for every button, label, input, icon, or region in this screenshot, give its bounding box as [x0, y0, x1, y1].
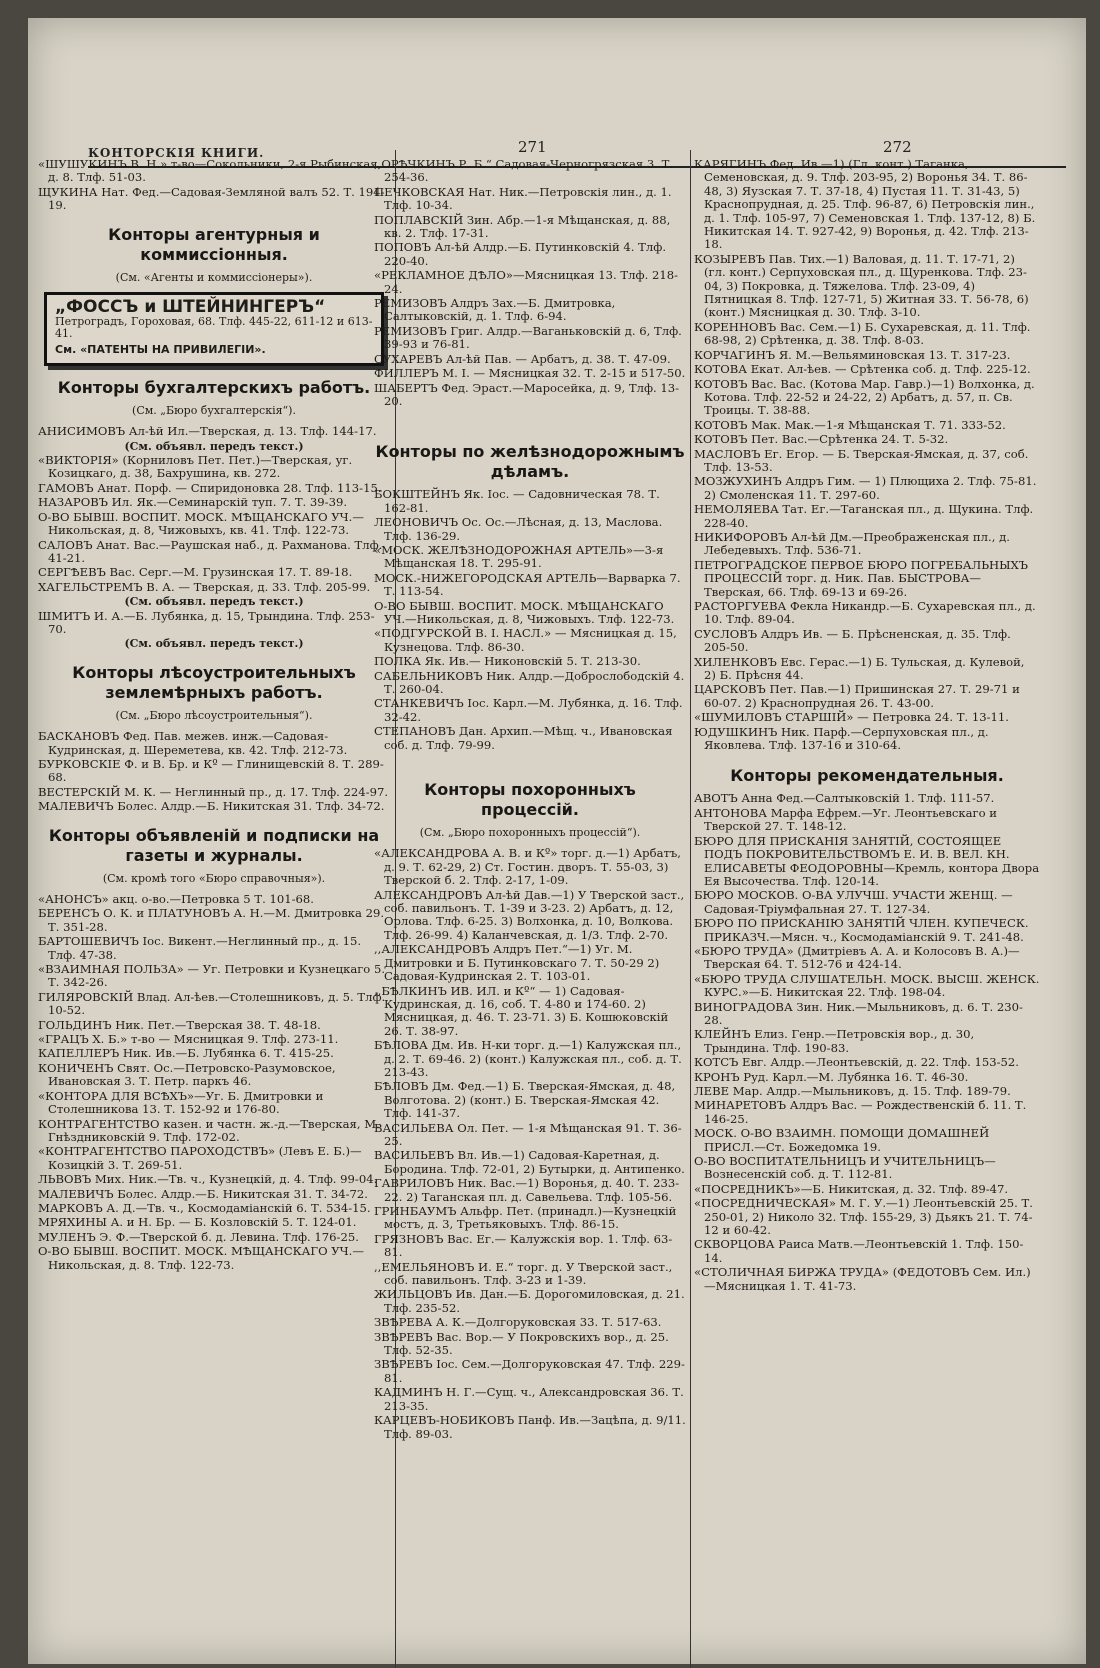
- directory-entry: АВОТЪ Анна Фед.—Салтыковскій 1. Тлф. 111-57.: [694, 791, 995, 806]
- directory-entry: «СТОЛИЧНАЯ БИРЖА ТРУДА» (ФЕДОТОВЪ Сем. Ил.)—Мясницкая 1. Т. 41-73.: [694, 1265, 1031, 1293]
- directory-entry: ,,ЕМЕЛЬЯНОВЪ И. Е.“ торг. д. У Тверской заст., соб. павильонъ. Тлф. 3-23 и 1-39.: [374, 1259, 673, 1288]
- directory-entry: ЩУКИНА Нат. Фед.—Садовая-Земляной валъ 52. Т. 194-19.: [38, 184, 385, 213]
- section-reference: (См. «Агенты и коммиссіонеры»).: [115, 270, 313, 284]
- directory-entry: МОЗЖУХИНЪ Алдръ Гим. — 1) Плющиха 2. Тлф. 75-81. 2) Смоленская 11. Т. 297-60.: [694, 474, 1037, 502]
- column-3: [694, 158, 1040, 1668]
- section-heading: Конторы объявленій и подписки на газеты и журналы.: [48, 825, 380, 865]
- directory-entry: ГРИНБАУМЪ Альфр. Пет. (принадл.)—Кузнецкій мостъ, д. 3, Третьяковыхъ. Тлф. 86-15.: [374, 1204, 677, 1232]
- directory-entry: АНИСИМОВЪ Ал-ѣй Ил.—Тверская, д. 13. Тлф. 144-17.: [38, 424, 377, 439]
- directory-entry: ,,АЛЕКСАНДРОВЪ Алдръ Пет.“—1) Уг. М. Дмитровки и Б. Путинковскаго 7. Т. 50-29 2) Садовая-Кудринская 2. Т. 103-01.: [374, 942, 660, 984]
- directory-entry: САЛОВЪ Анат. Вас.—Раушская наб., д. Рахманова. Тлф. 41-21.: [38, 537, 383, 565]
- page-number-left: 271: [518, 138, 547, 156]
- directory-entry: КОЗЫРЕВЪ Пав. Тих.—1) Валовая, д. 11. Т. 17-71, 2) (гл. конт.) Серпуховская пл., д. Щуренкова. Тлф. 23-04, 3) Покровка, д. Тяжелова. Тлф. 23-09, 4) Пятницкая 8. Тлф. 127-71, 5) Житная 33. Т. 56-78, 6) (конт.) Мясницкая д. 30. Тлф. 3-10.: [694, 251, 1029, 320]
- directory-entry: БОКШТЕЙНЪ Як. Іос. — Садовническая 78. Т. 162-81.: [374, 487, 660, 515]
- running-title: КОНТОРСКІЯ КНИГИ.: [88, 146, 265, 160]
- directory-entry: ПОПЛАВСКІЙ Зин. Абр.—1-я Мѣщанская, д. 88, кв. 2. Тлф. 17-31.: [374, 212, 671, 241]
- directory-entry: СТЕПАНОВЪ Дан. Архип.—Мѣщ. ч., Ивановская соб. д. Тлф. 79-99.: [374, 724, 673, 752]
- directory-entry: КАДМИНЪ Н. Г.—Сущ. ч., Александровская 36. Т. 213-35.: [374, 1385, 684, 1413]
- directory-entry: МАЛЕВИЧЪ Болес. Алдр.—Б. Никитская 31. Т. 34-72.: [38, 1186, 368, 1201]
- directory-entry: РЕМИЗОВЪ Алдръ Зах.—Б. Дмитровка, Салтыковскій, д. 1. Тлф. 6-94.: [374, 296, 616, 324]
- directory-entry: «ГРАЦЪ Х. Б.» т-во — Мясницкая 9. Тлф. 273-11.: [38, 1032, 339, 1047]
- directory-entry: (См. объявл. передъ текст.): [124, 439, 304, 453]
- directory-entry: МАРКОВЪ А. Д.—Тв. ч., Космодамiанскiй 6. Т. 534-15.: [38, 1200, 371, 1215]
- column-1: [38, 158, 390, 1668]
- directory-entry: РЕМИЗОВЪ Григ. Алдр.—Ваганьковскій д. 6, Тлф. 39-93 и 76-81.: [374, 323, 682, 352]
- directory-entry: КОНИЧЕНЪ Свят. Ос.—Петровско-Разумовское, Ивановская 3. Т. Петр. паркъ 46.: [38, 1060, 336, 1089]
- directory-entry: «АЛЕКСАНДРОВА А. В. и Кº» торг. д.—1) Арбатъ, д. 9. Т. 62-29, 2) Ст. Гостин. дворъ. Т. 55-03, 3) Тверской б. 2. Тлф. 2-17, 1-09.: [374, 846, 681, 888]
- directory-entry: СКВОРЦОВА Раиса Матв.—Леонтьевскій 1. Тлф. 150-14.: [694, 1237, 1024, 1265]
- entry-list: [38, 730, 390, 813]
- directory-entry: «ПОДГУРСКОЙ В. І. НАСЛ.» — Мясницкая д. 15, Кузнецова. Тлф. 86-30.: [374, 626, 677, 654]
- directory-entry: ШАБЕРТЪ Фед. Эраст.—Маросейка, д. 9, Тлф. 13-20.: [374, 380, 680, 408]
- section-reference: (См. „Бюро лѣсоустроительныя“).: [115, 708, 313, 722]
- directory-entry: «ШУШУКИНЪ В. Н.» т-во—Сокольники, 2-я Рыбинская, д. 8. Тлф. 51-03.: [38, 158, 382, 185]
- section-heading: Конторы по желѣзнодорожнымъ дѣламъ.: [375, 442, 685, 482]
- directory-entry: КОТСЪ Евг. Алдр.—Леонтьевскій, д. 22. Тлф. 153-52.: [694, 1055, 1019, 1070]
- directory-entry: О-ВО ВОСПИТАТЕЛЬНИЦЪ И УЧИТЕЛЬНИЦЪ—Вознесенскій соб. д. Т. 112-81.: [694, 1154, 996, 1182]
- directory-entry: МОСК. О-ВО ВЗАИМН. ПОМОЩИ ДОМАШНЕЙ ПРИСЛ.—Ст. Божедомка 19.: [694, 1126, 990, 1154]
- directory-entry: ЮДУШКИНЪ Ник. Парф.—Серпуховская пл., д. Яковлева. Тлф. 137-16 и 310-64.: [694, 724, 989, 753]
- directory-entry: ГОЛЬДИНЪ Ник. Пет.—Тверская 38. Т. 48-18.: [38, 1017, 321, 1032]
- directory-entry: ШМИТЪ И. А.—Б. Лубянка, д. 15, Трындина. Тлф. 253-70.: [38, 608, 375, 636]
- directory-entry: ЖИЛЬЦОВЪ Ив. Дан.—Б. Дорогомиловская, д. 21. Тлф. 235-52.: [374, 1287, 685, 1315]
- section-heading: Конторы рекомендательныя.: [730, 766, 1004, 786]
- directory-entry: БУРКОВСКІЕ Ф. и В. Бр. и Кº — Глинищевскій 8. Т. 289-68.: [38, 756, 384, 785]
- directory-entry: АЛЕКСАНДРОВЪ Ал-ѣй Дав.—1) У Тверской заст., соб. павильонъ. Т. 1-39 и 3-23. 2) Арбатъ, д. 12, Орлова. Тлф. 6-25. 3) Волхонка, д. 10, Волкова. Тлф. 26-99. 4) Каланчевская, д. 1/3. Тлф. 2-70.: [374, 887, 685, 942]
- entry-list: [38, 158, 390, 213]
- directory-entry: БАСКАНОВЪ Фед. Пав. межев. инж.—Садовая-Кудринская, д. Шереметева, кв. 42. Тлф. 212-73.: [38, 729, 348, 757]
- directory-entry: КОТОВЪ Пет. Вас.—Срѣтенка 24. Т. 5-32.: [694, 432, 949, 447]
- directory-entry: НЕМОЛЯЕВА Тат. Ег.—Таганская пл., д. Щукина. Тлф. 228-40.: [694, 502, 1034, 530]
- directory-entry: СУХАРЕВЪ Ал-ѣй Пав. — Арбатъ, д. 38. Т. 47-09.: [374, 351, 671, 366]
- directory-entry: ЗВѢРЕВА А. К.—Долгоруковская 33. Т. 517-63.: [374, 1315, 662, 1330]
- entry-list: [694, 792, 1040, 1293]
- directory-entry: КОТОВА Екат. Ал-ѣев. — Срѣтенка соб. д. Тлф. 225-12.: [694, 362, 1031, 377]
- directory-entry: ПОЛКА Як. Ив.— Никоновскій 5. Т. 213-30.: [374, 654, 641, 669]
- directory-entry: ГИЛЯРОВСКІЙ Влад. Ал-ѣев.—Столешниковъ, д. 5. Тлф. 10-52.: [38, 989, 386, 1018]
- directory-entry: МАЛЕВИЧЪ Болес. Алдр.—Б. Никитская 31. Тлф. 34-72.: [38, 799, 385, 814]
- directory-entry: САБЕЛЬНИКОВЪ Ник. Алдр.—Доброслободскій 4. Т. 260-04.: [374, 668, 685, 696]
- directory-entry: ВАСИЛЬЕВЪ Вл. Ив.—1) Садовая-Каретная, д. Бородина. Тлф. 72-01, 2) Бутырки, д. Антипенко.: [374, 1148, 685, 1176]
- entry-list: [374, 488, 686, 752]
- directory-entry: БЮРО МОСКОВ. О-ВА УЛУЧШ. УЧАСТИ ЖЕНЩ. — Садовая-Тріумфальная 27. Т. 127-34.: [694, 888, 1013, 916]
- directory-entry: «КОНТРАГЕНТСТВО ПАРОХОДСТВЪ» (Левъ Е. Б.)—Козицкій 3. Т. 269-51.: [38, 1144, 362, 1172]
- directory-entry: «КОНТОРА ДЛЯ ВСѢХЪ»—Уг. Б. Дмитровки и Столешникова 13. Т. 152-92 и 176-80.: [38, 1088, 324, 1117]
- entry-list: [38, 893, 390, 1272]
- directory-entry: КАРЯГИНЪ Фед. Ив.—1) (Гл. конт.) Таганка, Семеновская, д. 9. Тлф. 203-95, 2) Воронья 34. Т. 86-48, 3) Яузская 7. Т. 37-18, 4) Пустая 11. Т. 31-43, 5) Краснопрудная, д. 25. Тлф. 96-87, 6) Петровскія лин., д. 1. Тлф. 105-97, 7) Семеновская 1. Тлф. 137-12, 8) Б. Никитская 14. Т. 927-42, 9) Воронья, д. 42. Тлф. 213-18.: [694, 158, 1036, 252]
- directory-entry: ВЕСТЕРСКІЙ М. К. — Неглинный пр., д. 17. Тлф. 224-97.: [38, 784, 389, 799]
- directory-entry: «БЮРО ТРУДА» (Дмитріевъ А. А. и Колосовъ В. А.)—Тверская 64. Т. 512-76 и 424-14.: [694, 943, 1020, 972]
- directory-entry: ,,ОРѢЧКИНЪ Р. Б.“ Садовая-Черногрязская 3. Т. 254-36.: [374, 158, 674, 185]
- directory-entry: СЕРГѢЕВЪ Вас. Серг.—М. Грузинская 17. Т. 89-18.: [38, 565, 353, 580]
- directory-entry: КРОНЪ Руд. Карл.—М. Лубянка 16. Т. 46-30.: [694, 1069, 969, 1084]
- directory-entry: КОТОВЪ Вас. Вас. (Котова Мар. Гавр.)—1) Волхонка, д. Котова. Тлф. 22-52 и 24-22, 2) Арбатъ, д. 57, п. Св. Троицы. Т. 38-88.: [694, 376, 1035, 418]
- section-heading: Конторы лѣсоустроительныхъ землемѣрныхъ работъ.: [72, 662, 356, 702]
- ad-address: Петроградъ, Гороховая, 68. Тлф. 445-22, 611-12 и 613-41.: [55, 315, 373, 341]
- directory-entry: «ВИКТОРІЯ» (Корниловъ Пет. Пет.)—Тверская, уг. Козицкаго, д. 38, Бахрушина, кв. 272.: [38, 453, 353, 481]
- section-heading: Конторы бухгалтерскихъ работъ.: [57, 377, 371, 397]
- directory-entry: БАРТОШЕВИЧЪ Іос. Викент.—Неглинный пр., д. 15. Тлф. 47-38.: [38, 934, 362, 962]
- directory-entry: «АНОНСЪ» акц. о-во.—Петровка 5 Т. 101-68.: [38, 892, 314, 906]
- directory-entry: ЛЕОНОВИЧЪ Ос. Ос.—Лѣсная, д. 13, Маслова. Тлф. 136-29.: [374, 515, 663, 543]
- directory-entry: О-ВО БЫВШ. ВОСПИТ. МОСК. МѢЩАНСКАГО УЧ.—Никольская, д. 8. Тлф. 122-73.: [38, 1244, 364, 1272]
- section-reference: (См. „Бюро бухгалтерскія“).: [132, 403, 296, 417]
- directory-entry: «ПОСРЕДНИЧЕСКАЯ» М. Г. У.—1) Леонтьевскій 25. Т. 250-01, 2) Николо 32. Тлф. 155-29, 3) Дьякъ 21. Т. 74-12 и 60-42.: [694, 1196, 1033, 1238]
- directory-entry: «РЕКЛАМНОЕ ДѢЛО»—Мясницкая 13. Тлф. 218-24.: [374, 268, 679, 296]
- directory-entry: ВАСИЛЬЕВА Ол. Пет. — 1-я Мѣщанская 91. Т. 36-25.: [374, 1120, 682, 1148]
- directory-entry: КАРЦЕВЪ-НОБИКОВЪ Панф. Ив.—Зацѣпа, д. 9/11. Тлф. 89-03.: [374, 1413, 686, 1441]
- directory-entry: «ШУМИЛОВЪ СТАРШІЙ» — Петровка 24. Т. 13-11.: [694, 710, 1009, 725]
- directory-entry: ВИНОГРАДОВА Зин. Ник.—Мыльниковъ, д. 6. Т. 230-28.: [694, 999, 1023, 1027]
- directory-entry: «ВЗАИМНАЯ ПОЛЬЗА» — Уг. Петровки и Кузнецкаго 5. Т. 342-26.: [38, 962, 386, 990]
- directory-entry: «БЮРО ТРУДА СЛУШАТЕЛЬН. МОСК. ВЫСШ. ЖЕНСК. КУРС.»—Б. Никитская 22. Тлф. 198-04.: [694, 971, 1040, 1000]
- directory-entry: БЕРЕНСЪ О. К. и ПЛАТУНОВЪ А. Н.—М. Дмитровка 29. Т. 351-28.: [38, 906, 385, 934]
- directory-entry: КОРЧАГИНЪ Я. М.—Вельяминовская 13. Т. 317-23.: [694, 347, 1011, 362]
- section-reference: (См. кромѣ того «Бюро справочныя»).: [102, 871, 326, 885]
- page-number-right: 272: [883, 138, 912, 156]
- directory-entry: МАСЛОВЪ Ег. Егор. — Б. Тверская-Ямская, д. 37, соб. Тлф. 13-53.: [694, 446, 1029, 474]
- directory-entry: ХАГЕЛЬСТРЕМЪ В. А. — Тверская, д. 33. Тлф. 205-99.: [38, 579, 371, 594]
- directory-entry: ХИЛЕНКОВЪ Евс. Герас.—1) Б. Тульская, д. Кулевой, 2) Б. Прѣсня 44.: [694, 654, 1025, 683]
- ad-reference: См. «ПАТЕНТЫ НА ПРИВИЛЕГІИ».: [55, 343, 266, 357]
- entry-list: [374, 847, 686, 1440]
- directory-entry: АНТОНОВА Марфа Ефрем.—Уг. Леонтьевскаго и Тверской 27. Т. 148-12.: [694, 805, 998, 834]
- directory-entry: (См. объявл. передъ текст.): [124, 637, 304, 651]
- directory-entry: ГАМОВЪ Анат. Порф. — Спиридоновка 28. Тлф. 113-15.: [38, 480, 382, 495]
- entry-list: [38, 425, 390, 651]
- directory-entry: КОНТРАГЕНТСТВО казен. и частн. ж.-д.—Тверская, М. Гнѣздниковскій 9. Тлф. 172-02.: [38, 1116, 380, 1144]
- directory-entry: РАСТОРГУЕВА Фекла Никандр.—Б. Сухаревская пл., д. 10. Тлф. 89-04.: [694, 599, 1036, 627]
- column-2: [374, 158, 686, 1668]
- ad-title: „ФОССЪ и ШТЕЙНИНГЕРЪ“: [55, 297, 326, 318]
- directory-entry: ПЕТРОГРАДСКОЕ ПЕРВОЕ БЮРО ПОГРЕБАЛЬНЫХЪ ПРОЦЕССІЙ торг. д. Ник. Пав. БЫСТРОВА—Тверская, 66. Тлф. 69-13 и 69-26.: [694, 557, 1029, 599]
- directory-entry: ГРЯЗНОВЪ Вас. Ег.— Калужскія вор. 1. Тлф. 63-81.: [374, 1231, 673, 1260]
- directory-entry: ГАВРИЛОВЪ Ник. Вас.—1) Воронья, д. 40. Т. 233-22. 2) Таганская пл. д. Савельева. Тлф. 105-56.: [374, 1176, 680, 1204]
- directory-entry: ЛЬВОВЪ Мих. Ник.—Тв. ч., Кузнецкій, д. 4. Тлф. 99-04.: [38, 1172, 378, 1187]
- directory-entry: КОРЕННОВЪ Вас. Сем.—1) Б. Сухаревская, д. 11. Тлф. 68-98, 2) Срѣтенка, д. 38. Тлф. 8-03.: [694, 319, 1031, 348]
- entry-list: [374, 158, 686, 408]
- section-heading: Конторы агентурныя и коммиссіонныя.: [108, 224, 320, 264]
- directory-entry: БѢЛОВЪ Дм. Фед.—1) Б. Тверская-Ямская, д. 48, Волготова. 2) (конт.) Б. Тверская-Ямская 42. Тлф. 141-37.: [374, 1079, 676, 1121]
- directory-entry: ПЕЧКОВСКАЯ Нат. Ник.—Петровскія лин., д. 1. Тлф. 10-34.: [374, 184, 672, 213]
- directory-entry: МУЛЕНЪ Э. Ф.—Тверской б. д. Левина. Тлф. 176-25.: [38, 1229, 359, 1244]
- directory-entry: БѢЛОВА Дм. Ив. Н-ки торг. д.—1) Калужская пл., д. 2. Т. 69-46. 2) (конт.) Калужская пл., соб. д. Т. 213-43.: [374, 1038, 682, 1079]
- directory-entry: НАЗАРОВЪ Ил. Як.—Семинарскій туп. 7. Т. 39-39.: [38, 495, 348, 510]
- directory-entry: ЗВѢРЕВЪ Іос. Сем.—Долгоруковская 47. Тлф. 229-81.: [374, 1357, 685, 1385]
- directory-entry: ФИЛЛЕРЪ М. І. — Мясницкая 32. Т. 2-15 и 517-50.: [374, 366, 686, 381]
- directory-entry: БЮРО ДЛЯ ПРИСКАНІЯ ЗАНЯТІЙ, СОСТОЯЩЕЕ ПОДЪ ПОКРОВИТЕЛЬСТВОМЪ Е. И. В. ВЕЛ. КН. ЕЛИСАВЕТЫ ФЕОДОРОВНЫ—Кремль, контора Двора Ея Высочества. Тлф. 120-14.: [694, 833, 1040, 888]
- directory-entry: «ПОСРЕДНИКЪ»—Б. Никитская, д. 32. Тлф. 89-47.: [694, 1181, 1009, 1196]
- directory-entry: ЗВѢРЕВЪ Вас. Вор.— У Покровскихъ вор., д. 25. Тлф. 52-35.: [374, 1329, 669, 1358]
- column-divider: [690, 150, 691, 1668]
- directory-entry: ЛЕВЕ Мар. Алдр.—Мыльниковъ, д. 15. Тлф. 189-79.: [694, 1084, 1011, 1098]
- directory-entry: О-ВО БЫВШ. ВОСПИТ. МОСК. МѢЩАНСКАГО УЧ.—Никольская, д. 8, Чижовыхъ. Тлф. 122-73.: [374, 598, 675, 626]
- directory-entry: МОСК.-НИЖЕГОРОДСКАЯ АРТЕЛЬ—Варварка 7. Т. 113-54.: [374, 570, 681, 599]
- directory-entry: СУСЛОВЪ Алдръ Ив. — Б. Прѣсненская, д. 35. Тлф. 205-50.: [694, 626, 1011, 655]
- entry-list: [694, 158, 1040, 752]
- directory-entry: МРЯХИНЫ А. и Н. Бр. — Б. Козловскій 5. Т. 124-01.: [38, 1215, 357, 1230]
- directory-entry: МИНАРЕТОВЪ Алдръ Вас. — Рождественскій б. 11. Т. 146-25.: [694, 1098, 1027, 1126]
- directory-entry: ЦАРСКОВЪ Пет. Пав.—1) Пришинская 27. Т. 29-71 и 60-07. 2) Краснопрудная 26. Т. 43-00.: [694, 682, 1020, 710]
- directory-entry: «МОСК. ЖЕЛѢЗНОДОРОЖНАЯ АРТЕЛЬ»—3-я Мѣщанская 18. Т. 295-91.: [374, 542, 664, 571]
- directory-entry: О-ВО БЫВШ. ВОСПИТ. МОСК. МѢЩАНСКАГО УЧ.—Никольская, д. 8, Чижовыхъ, кв. 41. Тлф. 122-73.: [38, 509, 364, 538]
- directory-entry: ПОПОВЪ Ал-ѣй Алдр.—Б. Путинковскій 4. Тлф. 220-40.: [374, 240, 667, 268]
- directory-entry: КАПЕЛЛЕРЪ Ник. Ив.—Б. Лубянка 6. Т. 415-25.: [38, 1046, 334, 1061]
- section-reference: (См. „Бюро похоронныхъ процессій“).: [419, 826, 641, 840]
- section-heading: Конторы похоронныхъ процессій.: [424, 780, 636, 820]
- directory-entry: БЮРО ПО ПРИСКАНІЮ ЗАНЯТІЙ ЧЛЕН. КУПЕЧЕСК. ПРИКАЗЧ.—Мясн. ч., Космодамiанскiй 9. Т. 241-48.: [694, 916, 1029, 944]
- advertisement-box: [44, 292, 384, 366]
- directory-entry: НИКИФОРОВЪ Ал-ѣй Дм.—Преображенская пл., д. Лебедевыхъ. Тлф. 536-71.: [694, 529, 1010, 558]
- directory-entry: ,,БѢЛКИНЪ ИВ. ИЛ. и Кº“ — 1) Садовая-Кудринская, д. 16, соб. Т. 4-80 и 174-60. 2) Мясницкая, д. 46. Т. 23-71. 3) Б. Кошюковскій 26. Т. 38-97.: [374, 983, 669, 1038]
- directory-entry: СТАНКЕВИЧЪ Іос. Карл.—М. Лубянка, д. 16. Тлф. 32-42.: [374, 696, 683, 724]
- directory-entry: КОТОВЪ Мак. Мак.—1-я Мѣщанская Т. 71. 333-52.: [694, 417, 1006, 432]
- directory-entry: КЛЕЙНЪ Елиз. Генр.—Петровскія вор., д. 30, Трындина. Тлф. 190-83.: [694, 1027, 975, 1055]
- directory-entry: (См. объявл. передъ текст.): [124, 595, 304, 609]
